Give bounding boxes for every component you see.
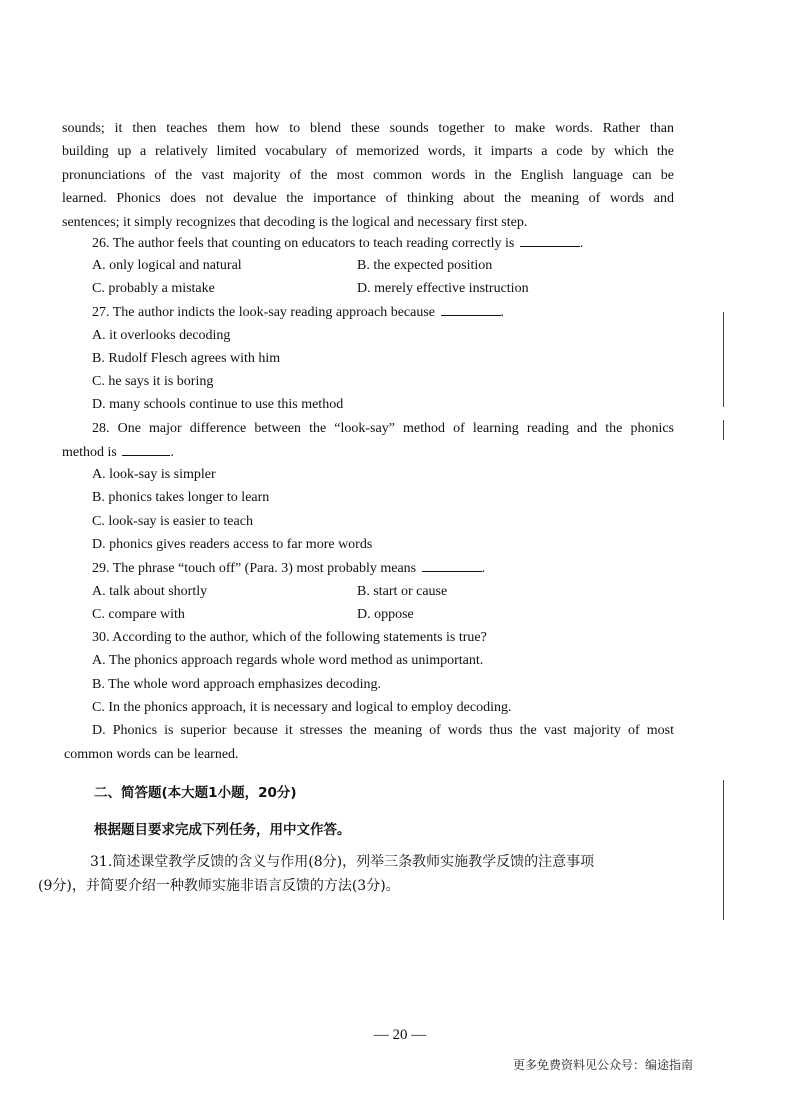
option-26d: D. merely effective instruction xyxy=(357,281,529,296)
question-31-line2: (9分)，并简要介绍一种教师实施非语言反馈的方法(3分)。 xyxy=(38,878,400,894)
option-30c: C. In the phonics approach, it is necessary and logical to employ decoding. xyxy=(92,700,512,715)
option-29d: D. oppose xyxy=(357,607,414,622)
option-30a: A. The phonics approach regards whole word method as unimportant. xyxy=(92,653,484,668)
option-27d: D. many schools continue to use this method xyxy=(92,397,344,412)
question-31-line1: 31.简述课堂教学反馈的含义与作用(8分)，列举三条教师实施教学反馈的注意事项 xyxy=(90,854,595,870)
footer-note: 更多免费资料见公众号：编途指南 xyxy=(512,1058,693,1072)
question-31 xyxy=(38,850,684,898)
passage-line: sounds; it then teaches them how to blend these sounds together to make words. Rather than xyxy=(62,121,674,136)
option-30d-cont: common words can be learned. xyxy=(64,747,239,762)
option-30b: B. The whole word approach emphasizes decoding. xyxy=(92,677,381,692)
option-26a: A. only logical and natural xyxy=(92,258,242,273)
passage-text xyxy=(62,117,674,234)
answer-blank xyxy=(422,559,482,572)
question-29-stem: 29. The phrase “touch off” (Para. 3) most probably means . xyxy=(92,561,486,576)
option-29c: C. compare with xyxy=(92,607,185,622)
page-number: — 20 — xyxy=(373,1027,427,1043)
option-26b: B. the expected position xyxy=(357,258,493,273)
option-29b: B. start or cause xyxy=(357,584,448,599)
option-28a: A. look-say is simpler xyxy=(92,467,216,482)
option-30d: D. Phonics is superior because it stresses the meaning of words thus the vast majority of most xyxy=(92,723,674,738)
passage-line: learned. Phonics does not devalue the importance of thinking about the meaning of words and xyxy=(62,191,674,207)
section-heading: 二、简答题(本大题1小题，20分) xyxy=(94,785,297,801)
margin-line xyxy=(723,312,724,407)
question-27-stem: 27. The author indicts the look-say reading approach because . xyxy=(92,305,505,320)
option-28c: C. look-say is easier to teach xyxy=(92,514,253,529)
option-27c: C. he says it is boring xyxy=(92,374,214,389)
question-28-stem: 28. One major difference between the “look-say” method of learning reading and the phonics xyxy=(92,421,674,436)
section-instruction: 根据题目要求完成下列任务，用中文作答。 xyxy=(94,822,351,838)
option-27a: A. it overlooks decoding xyxy=(92,328,231,343)
question-30-stem: 30. According to the author, which of the following statements is true? xyxy=(92,630,487,645)
option-27b: B. Rudolf Flesch agrees with him xyxy=(92,351,281,366)
option-29a: A. talk about shortly xyxy=(92,584,208,599)
question-26-stem: 26. The author feels that counting on educators to teach reading correctly is . xyxy=(92,236,584,251)
passage-line: sentences; it simply recognizes that decoding is the logical and necessary first step. xyxy=(62,214,528,230)
passage-line: pronunciations of the vast majority of the most common words in the English language can be xyxy=(62,167,674,183)
question-28-stem-cont: method is . xyxy=(62,445,174,460)
margin-line xyxy=(723,780,724,920)
option-26c: C. probably a mistake xyxy=(92,281,215,296)
answer-blank xyxy=(122,443,170,456)
margin-line xyxy=(723,420,724,440)
option-28b: B. phonics takes longer to learn xyxy=(92,490,270,505)
option-28d: D. phonics gives readers access to far more words xyxy=(92,537,373,552)
answer-blank xyxy=(520,234,580,247)
passage-line: building up a relatively limited vocabulary of memorized words, it imparts a code by which the xyxy=(62,144,674,160)
answer-blank xyxy=(441,303,501,316)
